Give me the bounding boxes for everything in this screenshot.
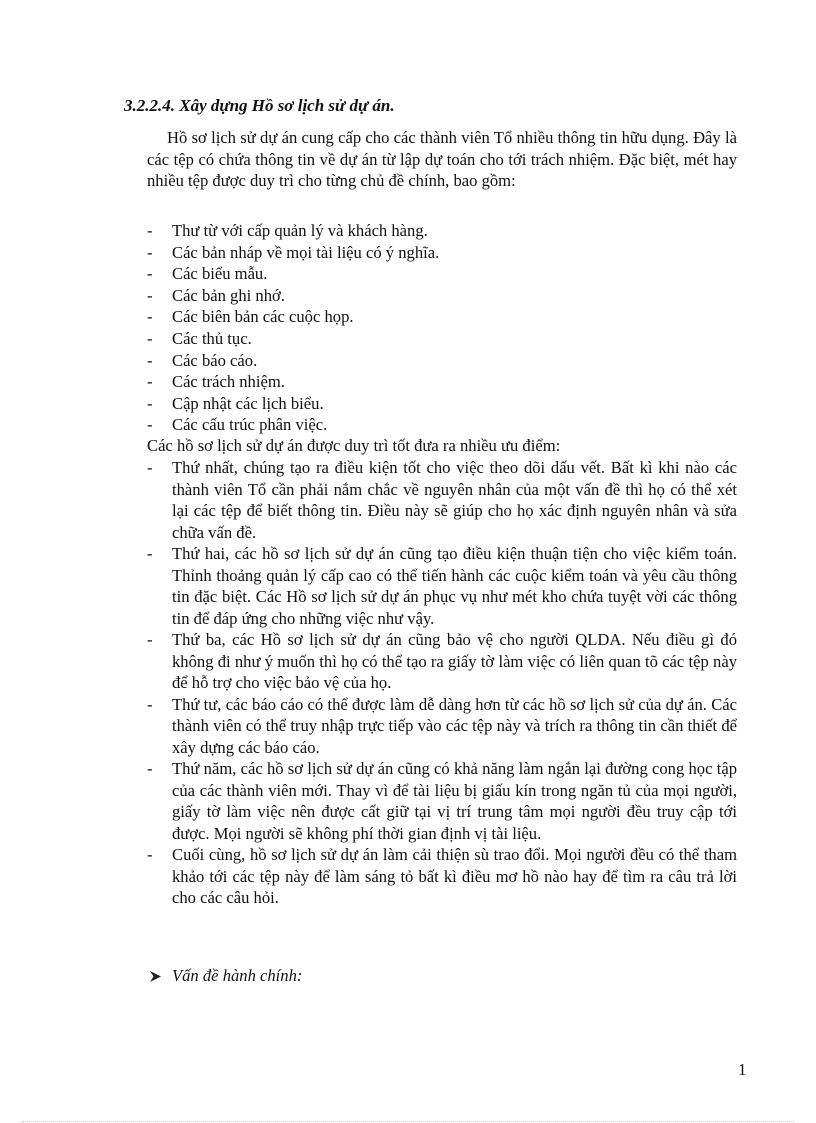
bullet-dash: -	[147, 285, 153, 305]
list-item	[147, 393, 737, 415]
page-number: 1	[738, 1060, 747, 1079]
advantages-lead: Các hồ sơ lịch sử dự án được duy trì tốt đưa ra nhiều ưu điểm:	[147, 436, 561, 455]
list-item-text: Các bản ghi nhớ.	[172, 285, 285, 305]
list-item-text: Thứ tư, các báo cáo có thể được làm dễ dàng hơn từ các hồ sơ lịch sử của dự án. Các thành viên có thể truy nhập trực tiếp vào các tệp này và trích ra thông tin cần thiết để xây dựng các báo cáo.	[172, 694, 737, 757]
list-item	[147, 306, 737, 328]
list-item	[147, 694, 737, 759]
list-item-text: Các thủ tục.	[172, 328, 252, 348]
list-item-text: Các báo cáo.	[172, 350, 258, 370]
list-item-text: Các trách nhiệm.	[172, 372, 285, 392]
arrow-right-icon	[149, 970, 162, 983]
list-item-text: Các cấu trúc phân việc.	[172, 415, 328, 435]
list-item-text: Các biểu mẫu.	[172, 264, 268, 284]
bullet-dash: -	[147, 544, 153, 563]
list-item	[147, 414, 737, 436]
list-item	[147, 844, 737, 909]
intro-paragraph: Hồ sơ lịch sử dự án cung cấp cho các thành viên Tổ nhiều thông tin hữu dụng. Đây là các tệp có chứa thông tin về dự án từ lập dự toán cho tới trách nhiệm. Đặc biệt, mét hay nhiều tệp được duy trì cho từng chủ đề chính, bao gồm:	[147, 128, 737, 190]
list-item-text: Cuối cùng, hồ sơ lịch sử dự án làm cải thiện sù trao đổi. Mọi người đều có thể tham khảo tới các tệp này để làm sáng tỏ bất kì điều mơ hồ nào hay để tìm ra câu trả lời cho các câu hỏi.	[172, 845, 737, 907]
bullet-dash: -	[147, 221, 153, 240]
list-item-text: Thư từ với cấp quản lý và khách hàng.	[172, 221, 428, 240]
list-item-text: Các bản nháp về mọi tài liệu có ý nghĩa.	[172, 242, 440, 262]
list-item	[147, 457, 737, 543]
list-item	[147, 758, 737, 844]
list-item	[147, 371, 737, 393]
topic-list	[147, 220, 737, 436]
subsection-label: Vấn đề hành chính:	[172, 966, 303, 985]
list-item	[147, 285, 737, 307]
list-item-text: Thứ năm, các hồ sơ lịch sử dự án cũng có khả năng làm ngắn lại đường cong học tập của các thành viên mới. Thay vì để tài liệu bị giấu kín trong ngăn tủ của mọi người, giấy tờ làm việc nên được cất giữ tại vị trí trung tâm mọi người đều truy cập tới được. Mọi người sẽ không phí thời gian định vị tài liệu.	[172, 759, 737, 843]
bullet-dash: -	[147, 845, 153, 864]
bullet-dash: -	[147, 328, 153, 348]
bullet-dash: -	[147, 264, 153, 284]
list-item	[147, 629, 737, 694]
list-item-text: Thứ hai, các hồ sơ lịch sử dự án cũng tạo điều kiện thuận tiện cho việc kiểm toán. Thỉnh thoảng quản lý cấp cao có thể tiến hành các cuộc kiểm toán và yêu cầu thông tin đặc biệt. Các Hồ sơ lịch sử dự án phục vụ như mét kho chứa tuyệt vời các thông tin để đáp ứng cho những việc như vậy.	[172, 544, 737, 628]
list-item	[147, 328, 737, 350]
bullet-dash: -	[147, 307, 153, 327]
bullet-dash: -	[147, 242, 153, 262]
advantages-list	[147, 457, 737, 909]
bullet-dash: -	[147, 630, 153, 649]
list-item-text: Cập nhật các lịch biểu.	[172, 393, 324, 413]
list-item	[147, 242, 737, 264]
bullet-dash: -	[147, 393, 153, 413]
subsection-heading	[149, 966, 302, 986]
bullet-dash: -	[147, 759, 153, 778]
list-item	[147, 543, 737, 629]
list-item-text: Thứ ba, các Hồ sơ lịch sử dự án cũng bảo vệ cho người QLDA. Nếu điều gì đó không đi như ý muốn thì họ có thể tạo ra giấy tờ làm việc có liên quan tõ các tệp này để hỗ trợ cho việc bảo vệ của họ.	[172, 630, 737, 692]
list-item	[147, 263, 737, 285]
bullet-dash: -	[147, 415, 153, 435]
bullet-dash: -	[147, 694, 153, 714]
list-item	[147, 220, 737, 242]
list-item	[147, 350, 737, 372]
bullet-dash: -	[147, 350, 153, 370]
list-item-text: Thứ nhất, chúng tạo ra điều kiện tốt cho việc theo dõi dấu vết. Bất kì khi nào các thành viên Tổ cần phải nắm chắc về nguyên nhân của một vấn đề thì họ có thể xét lại các tệp để biết thông tin. Điều này sẽ giúp cho họ xác định nguyên nhân và sửa chữa vấn đề.	[172, 458, 737, 542]
bullet-dash: -	[147, 458, 153, 477]
section-heading: 3.2.2.4. Xây dựng Hồ sơ lịch sử dự án.	[124, 96, 395, 115]
bullet-dash: -	[147, 372, 153, 392]
page-bottom-divider	[22, 1121, 794, 1122]
list-item-text: Các biên bản các cuộc họp.	[172, 307, 354, 327]
